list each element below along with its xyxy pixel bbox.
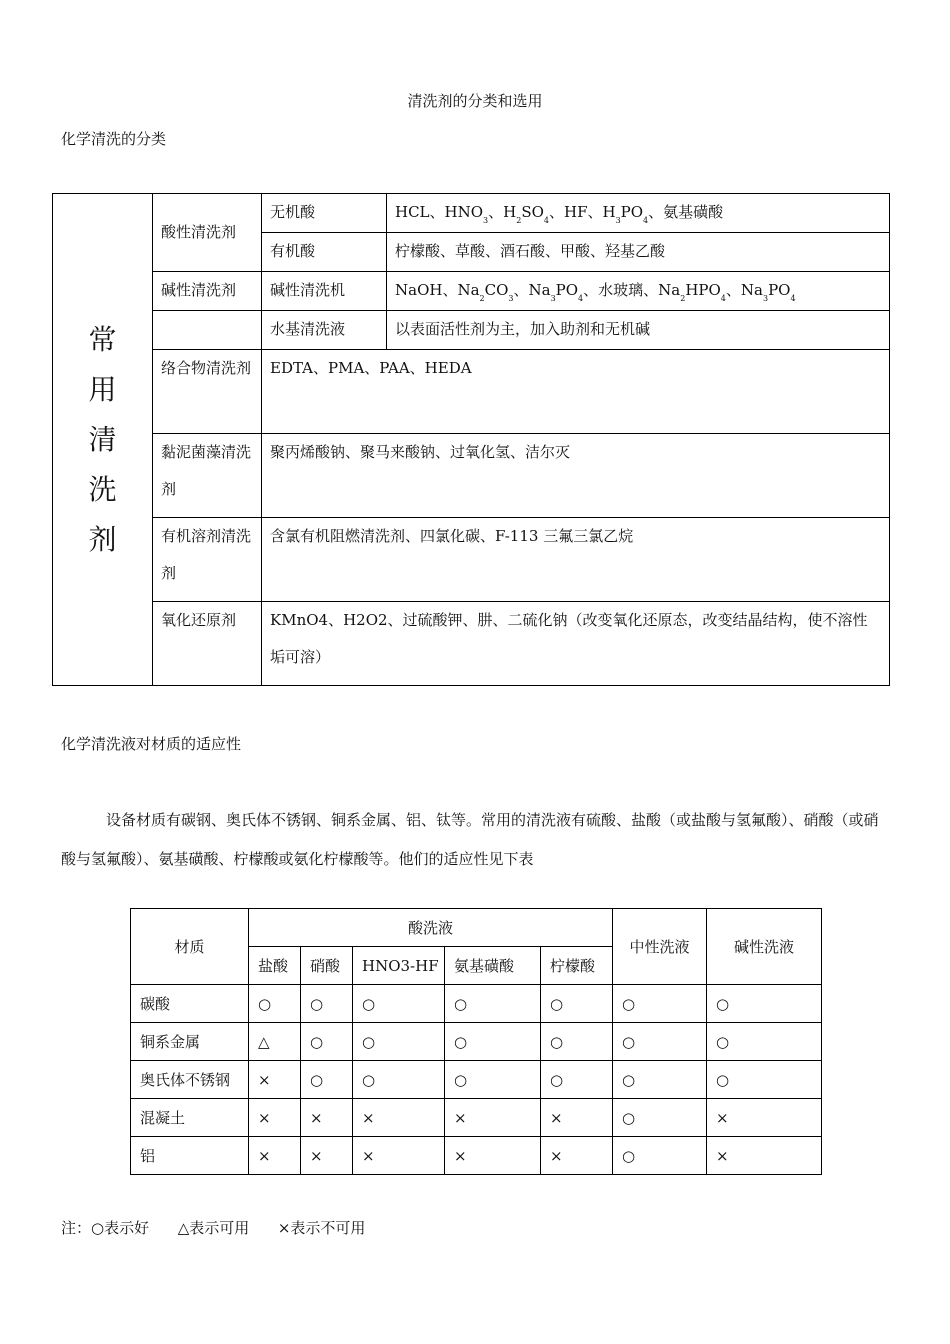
table-row (131, 1137, 822, 1175)
rating-cell: ○ (541, 1061, 613, 1099)
solvent-cleaner-desc: 含氯有机阻燃清洗剂、四氯化碳、F-113 三氟三氯乙烷 (262, 518, 890, 602)
rating-cell: ○ (707, 985, 822, 1023)
acid-cleaner-category: 酸性清洗剂 (153, 194, 262, 272)
material-cell: 铝 (131, 1137, 249, 1175)
rating-cell: ○ (613, 1061, 707, 1099)
rating-cell: ○ (707, 1023, 822, 1061)
inorganic-acid-desc: HCL、$HNO_3$、$H_2SO_4$、HF、$H_3PO_4$、氨基磺酸 (387, 194, 890, 233)
rating-cell: × (301, 1137, 353, 1175)
complex-cleaner-category: 络合物清洗剂 (153, 350, 262, 434)
redox-category: 氧化还原剂 (153, 602, 262, 686)
table-row (131, 1099, 822, 1137)
empty-cell (153, 311, 262, 350)
rating-cell: ○ (445, 985, 541, 1023)
material-cell: 铜系金属 (131, 1023, 249, 1061)
rating-cell: × (541, 1137, 613, 1175)
intro-paragraph: 设备材质有碳钢、奥氏体不锈钢、铜系金属、铝、钛等。常用的清洗液有硫酸、盐酸（或盐酸与氢氟酸）、硝酸（或硝酸与氢氟酸）、氨基磺酸、柠檬酸或氨化柠檬酸等。他们的适应性见下表 (61, 811, 879, 868)
table-row (53, 434, 890, 518)
legend-note: 注：○表示好 △表示可用 ×表示不可用 (61, 1219, 366, 1237)
alkali-cleaner-category: 碱性清洗剂 (153, 272, 262, 311)
rating-cell: × (445, 1099, 541, 1137)
slime-cleaner-desc: 聚丙烯酸钠、聚马来酸钠、过氧化氢、洁尔灭 (262, 434, 890, 518)
organic-acid-label: 有机酸 (262, 233, 387, 272)
acid-column-header: HNO3-HF (353, 947, 445, 985)
rating-cell: ○ (301, 1023, 353, 1061)
rating-cell: △ (249, 1023, 301, 1061)
table-row (131, 1023, 822, 1061)
rating-cell: × (249, 1099, 301, 1137)
material-cell: 碳酸 (131, 985, 249, 1023)
acid-column-header: 柠檬酸 (541, 947, 613, 985)
rating-cell: ○ (613, 1137, 707, 1175)
solvent-cleaner-category: 有机溶剂清洗剂 (153, 518, 262, 602)
rating-cell: × (707, 1137, 822, 1175)
rating-cell: × (353, 1099, 445, 1137)
rating-cell: ○ (301, 1061, 353, 1099)
material-header: 材质 (131, 909, 249, 985)
rating-cell: × (301, 1099, 353, 1137)
rating-cell: ○ (613, 985, 707, 1023)
acid-column-header: 盐酸 (249, 947, 301, 985)
slime-cleaner-category: 黏泥菌藻清洗剂 (153, 434, 262, 518)
inorganic-acid-label: 无机酸 (262, 194, 387, 233)
material-suitability-table (130, 908, 822, 1175)
rating-cell: ○ (445, 1061, 541, 1099)
rating-cell: ○ (353, 1061, 445, 1099)
cleaning-agent-classification-table (52, 193, 890, 686)
rating-cell: ○ (301, 985, 353, 1023)
acid-header: 酸洗液 (249, 909, 613, 947)
table-row (53, 518, 890, 602)
rating-cell: ○ (541, 985, 613, 1023)
rating-cell: × (445, 1137, 541, 1175)
alkali-cleaner-sub: 碱性清洗机 (262, 272, 387, 311)
water-based-sub: 水基清洗液 (262, 311, 387, 350)
section-heading-suitability: 化学清洗液对材质的适应性 (61, 735, 242, 753)
rating-cell: ○ (707, 1061, 822, 1099)
rating-cell: ○ (353, 1023, 445, 1061)
redox-desc: KMnO4、H2O2、过硫酸钾、肼、二硫化钠（改变氧化还原态，改变结晶结构，使不溶性垢可溶） (262, 602, 890, 686)
rating-cell: × (249, 1061, 301, 1099)
table-row (53, 311, 890, 350)
table-row (53, 272, 890, 311)
rating-cell: × (249, 1137, 301, 1175)
neutral-header: 中性洗液 (613, 909, 707, 985)
table-row (53, 350, 890, 434)
rating-cell: ○ (613, 1099, 707, 1137)
table-row (53, 194, 890, 233)
rating-cell: ○ (445, 1023, 541, 1061)
rating-cell: ○ (541, 1023, 613, 1061)
organic-acid-desc: 柠檬酸、草酸、酒石酸、甲酸、羟基乙酸 (387, 233, 890, 272)
alkaline-header: 碱性洗液 (707, 909, 822, 985)
rating-cell: × (541, 1099, 613, 1137)
acid-column-header: 硝酸 (301, 947, 353, 985)
rating-cell: ○ (353, 985, 445, 1023)
common-cleaners-label: 常 用 清 洗 剂 (53, 194, 153, 686)
table-row (53, 602, 890, 686)
table-row (131, 1061, 822, 1099)
material-cell: 混凝土 (131, 1099, 249, 1137)
rating-cell: ○ (613, 1023, 707, 1061)
page-title: 清洗剂的分类和选用 (407, 92, 543, 110)
acid-column-header: 氨基磺酸 (445, 947, 541, 985)
complex-cleaner-desc: EDTA、PMA、PAA、HEDA (262, 350, 890, 434)
table-row (131, 985, 822, 1023)
water-based-desc: 以表面活性剂为主，加入助剂和无机碱 (387, 311, 890, 350)
table-header-row (131, 909, 822, 947)
rating-cell: × (707, 1099, 822, 1137)
section-heading-classification: 化学清洗的分类 (61, 130, 167, 148)
rating-cell: ○ (249, 985, 301, 1023)
rating-cell: × (353, 1137, 445, 1175)
alkali-cleaner-desc: NaOH、$Na_2CO_3$、$Na_3PO_4$、水玻璃、$Na_2HPO_4$、$Na_3PO_4$ (387, 272, 890, 311)
material-cell: 奥氏体不锈钢 (131, 1061, 249, 1099)
